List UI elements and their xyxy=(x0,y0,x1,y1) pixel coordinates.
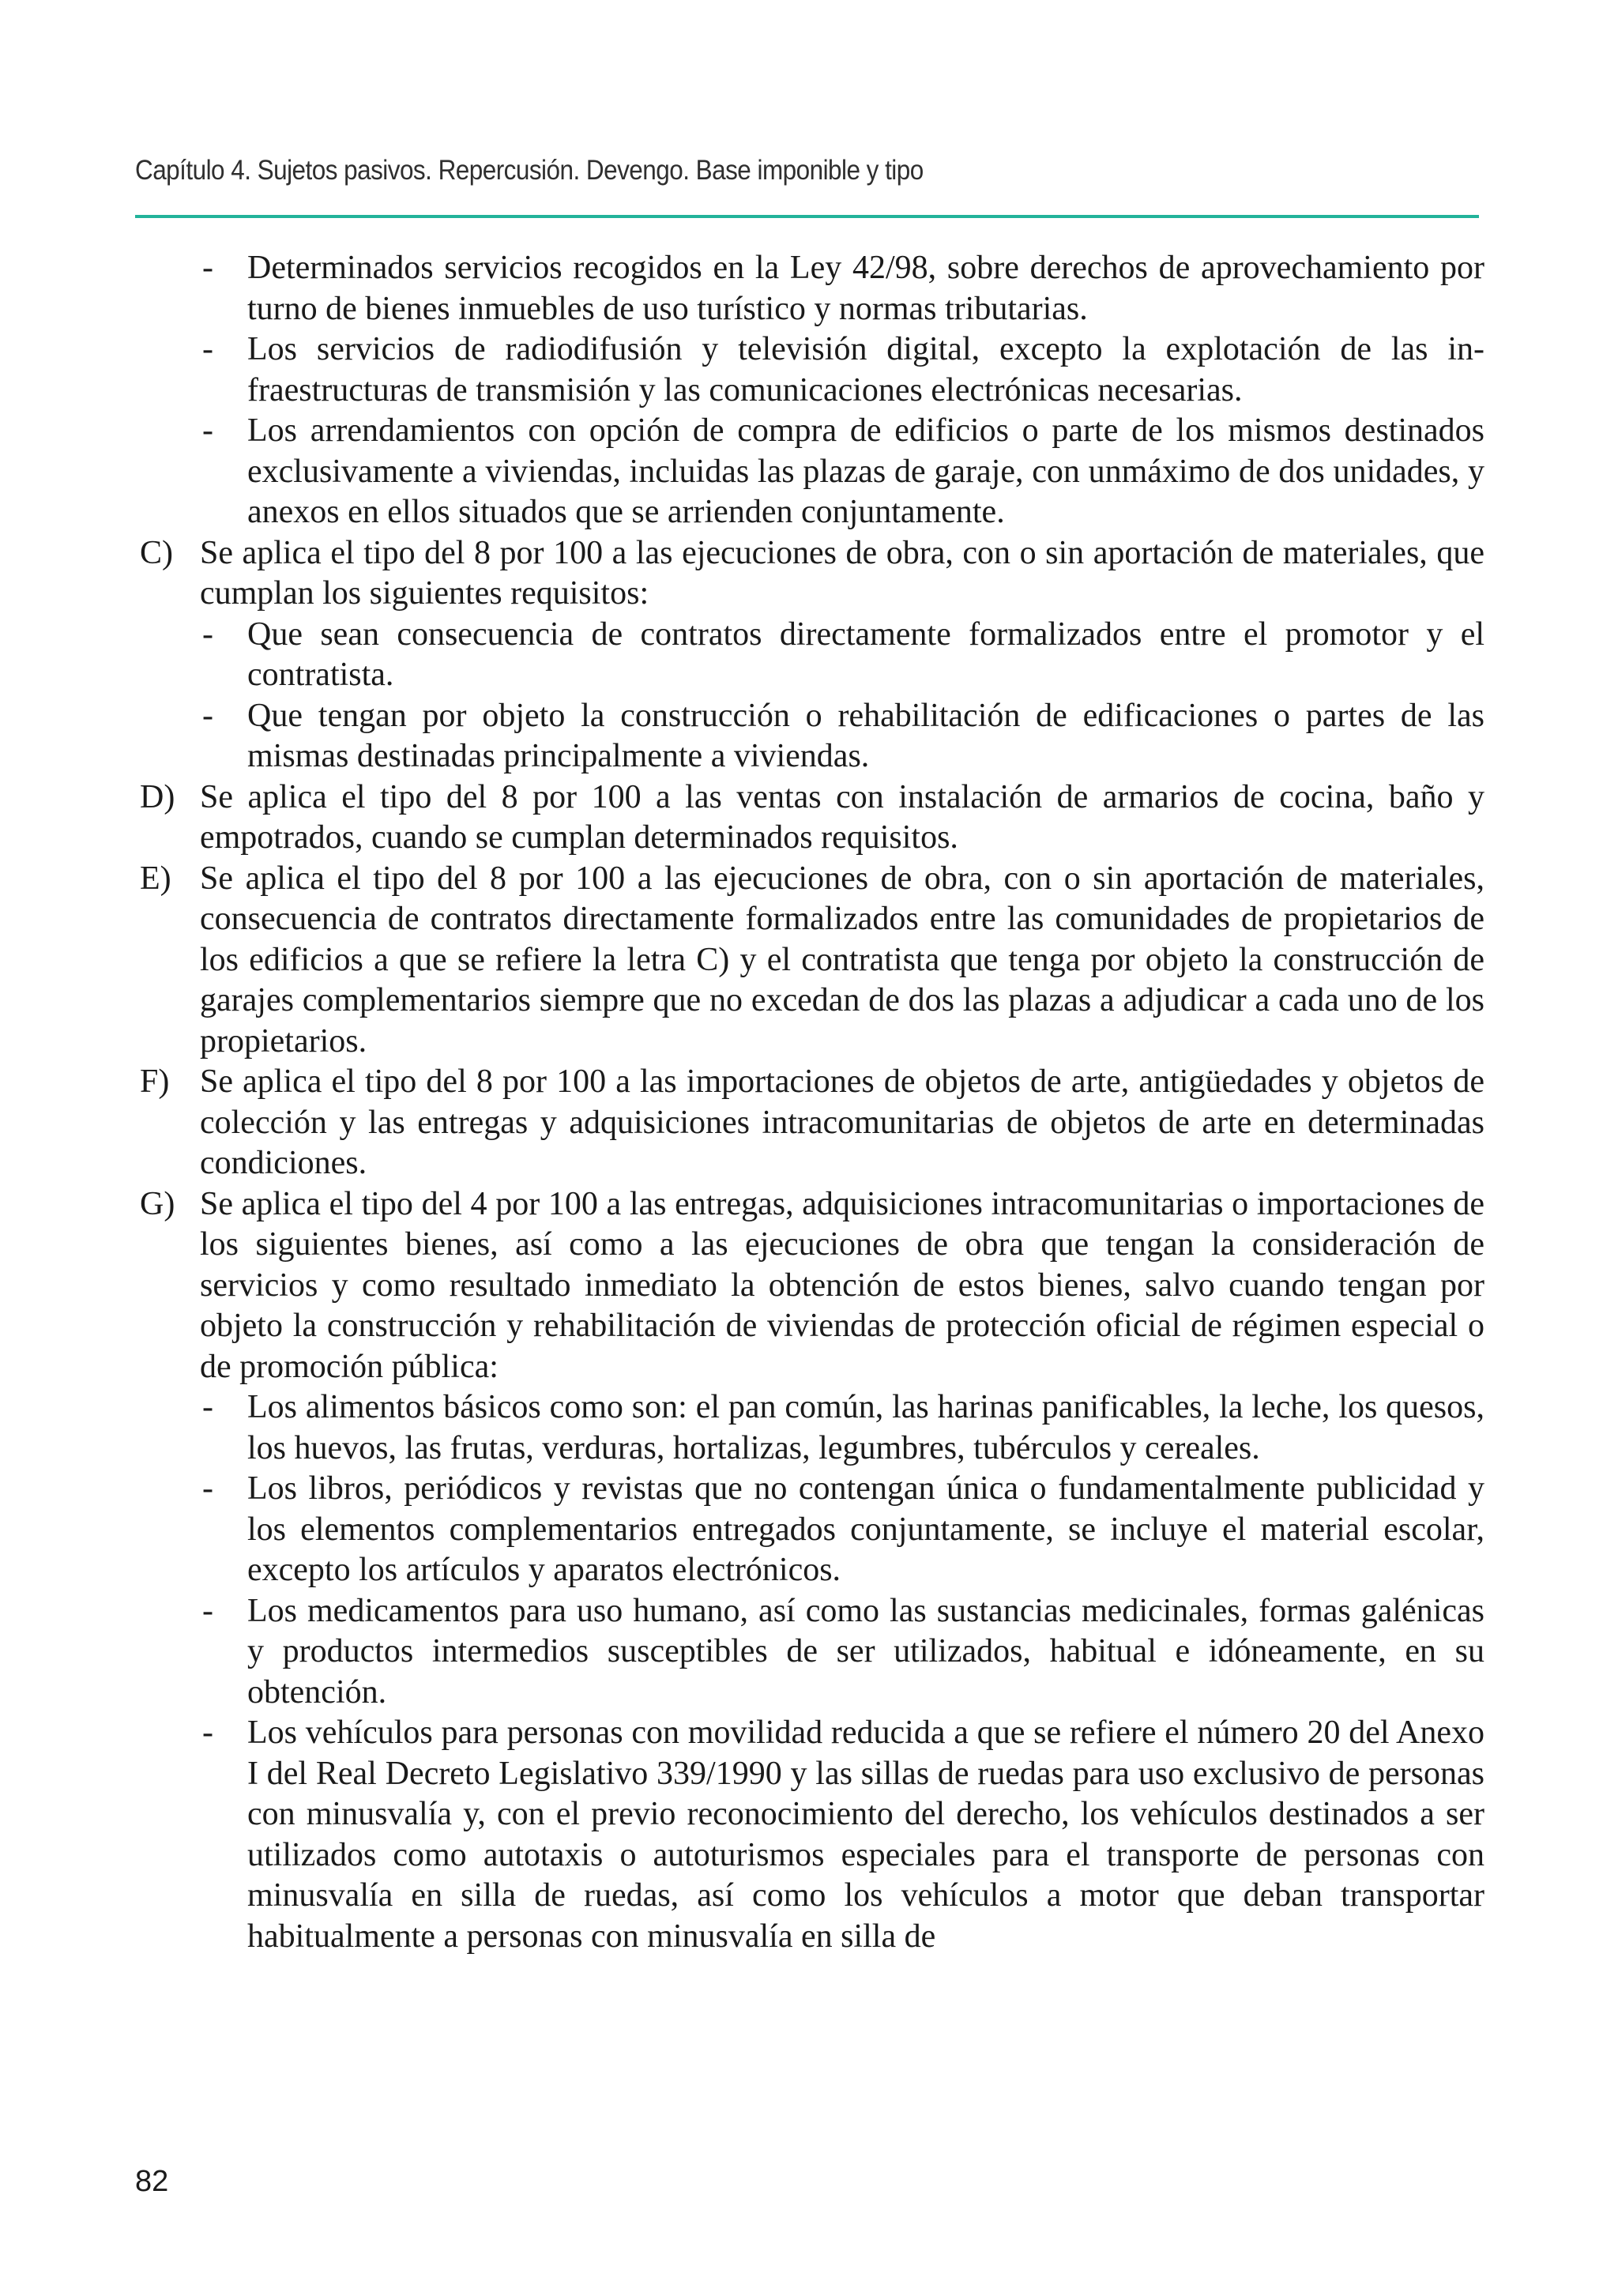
bullet-dash: - xyxy=(202,1470,213,1507)
lettered-item-e: E) Se aplica el tipo del 8 por 100 a las ejecuciones de obra, con o sin aportación de materiales, consecuencia de contratos directamente formalizados entre las comunidades de propietarios de los edificios a que se refiere la letra C) y el contratista que tenga por objeto la construcción de garajes complementarios siempre que no excedan de dos las plazas a adjudicar a cada uno de los propietarios. xyxy=(140,860,1484,1060)
lettered-item-d: D) Se aplica el tipo del 8 por 100 a las ventas con instalación de armarios de cocina, baño y empotrados, cuando se cumplan determinados requisitos. xyxy=(140,778,1484,856)
bullet-dash: - xyxy=(202,1714,213,1751)
bullet-dash: - xyxy=(202,412,213,449)
running-head: Capítulo 4. Sujetos pasivos. Repercusión. Devengo. Base imponible y tipo xyxy=(135,155,924,186)
lettered-item-c: C) Se aplica el tipo del 8 por 100 a las ejecuciones de obra, con o sin aportación de materiales, que cumplan los siguientes requisitos: xyxy=(140,534,1484,612)
item-letter: E) xyxy=(140,860,171,897)
bullet-dash: - xyxy=(202,1389,213,1425)
bullet-dash: - xyxy=(202,250,213,286)
list-item: - Los medicamentos para uso humano, así como las sustancias medicinales, formas galénicas y productos intermedios susceptibles de ser utilizados, habitual e idóneamente, en su obtención. xyxy=(202,1592,1484,1711)
bullet-dash: - xyxy=(202,331,213,367)
list-item: - Los arrendamientos con opción de compra de edificios o parte de los mismos destinados exclusivamente a viviendas, incluidas las plazas de garaje, con unmáximo de dos unidades, y anexos en ellos situados que se arrienden conjuntamente. xyxy=(202,412,1484,530)
bullet-dash: - xyxy=(202,1592,213,1629)
header-rule xyxy=(135,215,1479,218)
lettered-item-f: F) Se aplica el tipo del 8 por 100 a las importaciones de objetos de arte, antigüedades y objetos de colección y las entregas y adquisiciones intracomunitarias de objetos de arte en determinadas condiciones. xyxy=(140,1063,1484,1181)
item-letter: F) xyxy=(140,1063,170,1100)
bullet-dash: - xyxy=(202,615,213,653)
list-item: - Los libros, periódicos y revistas que no contengan única o fundamentalmente publicidad y los elementos complementarios entregados conjuntamente, se incluye el material escolar, excepto los artículos y aparatos electrónicos. xyxy=(202,1470,1484,1588)
item-letter: G) xyxy=(140,1185,175,1222)
bullet-dash: - xyxy=(202,697,213,734)
lettered-item-g: G) Se aplica el tipo del 4 por 100 a las entregas, adquisiciones intracomunitarias o importaciones de los siguientes bienes, así como a las ejecuciones de obra que tengan la consideración de servicios y como resultado inmediato la obtención de estos bienes, salvo cuando tengan por objeto la construcción y rehabilitación de viviendas de protección oficial de régimen especial o de promoción pública: xyxy=(140,1185,1484,1385)
page-number: 82 xyxy=(135,2165,169,2198)
list-item: - Que sean consecuencia de contratos directamente formalizados entre el promotor y el contratista. xyxy=(202,615,1484,693)
item-letter: C) xyxy=(140,534,173,571)
list-item: - Los vehículos para personas con movilidad reducida a que se refiere el número 20 del Anexo I del Real Decreto Legislativo 339/1990 y las sillas de ruedas para uso exclusivo de personas con minusvalía y, con el previo reconocimiento del derecho, los vehículos destinados a ser utilizados como autotaxis o autoturismos especiales para el transporte de personas con minusvalía en silla de ruedas, así como los vehículos a motor que deban transportar habitualmente a personas con minusvalía en silla de xyxy=(202,1714,1484,1955)
list-item: - Que tengan por objeto la construcción o rehabilitación de edificaciones o partes de las mismas destinadas principalmente a viviendas. xyxy=(202,697,1484,774)
item-letter: D) xyxy=(140,778,175,815)
list-item: - Determinados servicios recogidos en la Ley 42/98, sobre derechos de aprovechamiento por turno de bienes inmuebles de uso turístico y normas tributarias. xyxy=(202,250,1484,327)
body-text xyxy=(135,248,1484,1957)
list-item: - Los alimentos básicos como son: el pan común, las harinas panificables, la leche, los quesos, los huevos, las frutas, verduras, hortalizas, legumbres, tubérculos y cereales. xyxy=(202,1389,1484,1466)
list-item: - Los servicios de radiodifusión y televisión digital, excepto la explotación de las infraestructuras de transmisión y las comunicaciones electrónicas necesarias. xyxy=(202,331,1484,408)
